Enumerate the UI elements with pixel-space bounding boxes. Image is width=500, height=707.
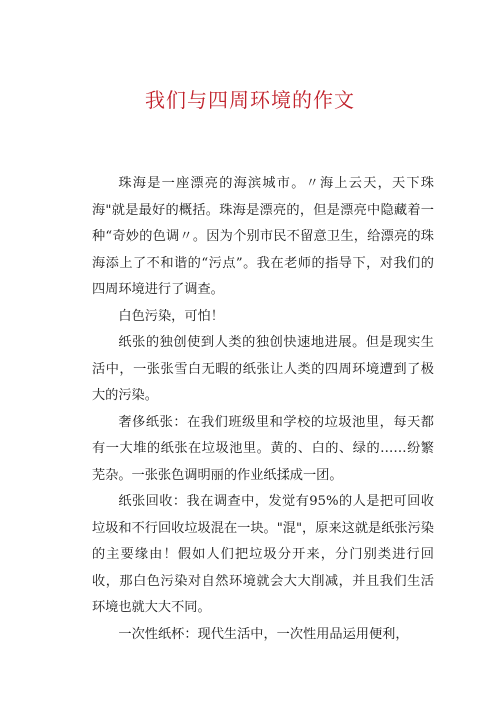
paragraph: 白色污染，可怕！: [118, 308, 224, 324]
paragraph: 纸张回收：我在调查中，发觉有95%的人是把可回收垃圾和不行回收垃圾混在一块。"混"，原来这就是纸张污染的主要缘由！假如人们把垃圾分开来，分门别类进行回收，那白色污染对自然环境就会大大削减，并且我们生活环境也就大大不同。: [92, 494, 434, 615]
paragraph: 奢侈纸张：在我们班级里和学校的垃圾池里，每天都有一大堆的纸张在垃圾池里。黄的、白的、绿的……纷繁芜杂。一张张色调明丽的作业纸揉成一团。: [92, 414, 434, 483]
document-title: 我们与四周环境的作文: [145, 88, 355, 112]
paragraph: 珠海是一座漂亮的海滨城市。〃海上云天，天下珠海"就是最好的概括。珠海是漂亮的，但是漂亮中隐藏着一种“奇妙的色调〃。因为个别市民不留意卫生，给漂亮的珠海添上了不和谐的“污点”。我在老师的指导下，对我们的四周环境进行了调查。: [92, 176, 434, 297]
paragraph: 纸张的独创使到人类的独创快速地进展。但是现实生活中，一张张雪白无暇的纸张让人类的四周环境遭到了极大的污染。: [92, 335, 434, 403]
document-body: [92, 171, 434, 648]
paragraph: 一次性纸杯：现代生活中，一次性用品运用便利，: [118, 626, 409, 642]
